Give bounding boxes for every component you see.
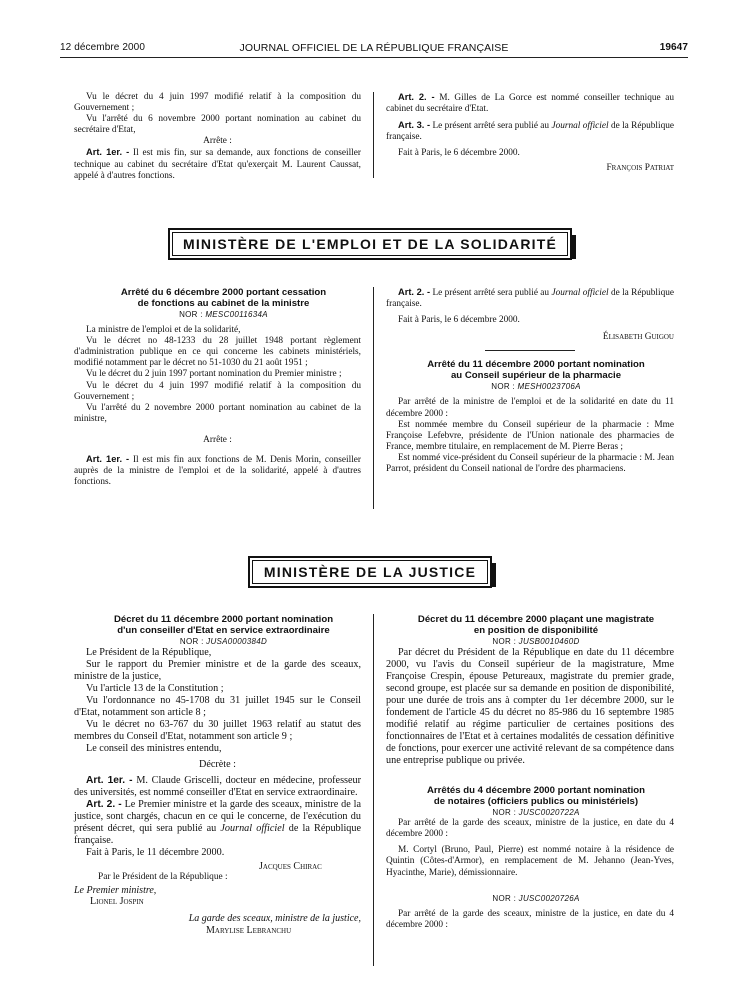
garde-label: La garde des sceaux, ministre de la justice, bbox=[188, 913, 361, 925]
paragraph: Est nommé vice-président du Conseil supérieur de la pharmacie : M. Jean Parrot, président du Conseil national de l'ordre des pharmaciens. bbox=[386, 452, 674, 475]
signature: Marylise Lebranchu bbox=[206, 924, 292, 936]
nor-code: JUSA0000384D bbox=[206, 637, 268, 646]
column-divider bbox=[373, 614, 374, 966]
nor-reference bbox=[386, 807, 674, 818]
decree-title: au Conseil supérieur de la pharmacie bbox=[450, 370, 622, 382]
ministry-title: MINISTÈRE DE LA JUSTICE bbox=[252, 560, 488, 584]
article-label: Art. 1er. - bbox=[86, 147, 130, 158]
par-president: Par le Président de la République : bbox=[98, 872, 228, 883]
nor-reference bbox=[386, 893, 674, 904]
article-label: Art. 2. - bbox=[86, 799, 122, 811]
header-date: 12 décembre 2000 bbox=[60, 42, 145, 53]
column-divider bbox=[373, 92, 374, 178]
nor-code: JUSB0010460D bbox=[518, 637, 580, 646]
journal-title: JOURNAL OFFICIEL DE LA RÉPUBLIQUE FRANÇAISE bbox=[239, 42, 509, 54]
paragraph: Par arrêté de la garde des sceaux, ministre de la justice, en date du 4 décembre 2000 : bbox=[386, 908, 674, 930]
top-right-column bbox=[386, 92, 674, 175]
paragraph: Vu l'article 13 de la Constitution ; bbox=[86, 683, 224, 695]
paragraph: Vu le décret no 63-767 du 30 juillet 1963 relatif au statut des membres du Conseil d'Etat, notamment son article 9 ; bbox=[74, 719, 361, 743]
signature: Élisabeth Guigou bbox=[602, 332, 674, 343]
emploi-left-column bbox=[74, 287, 361, 488]
nor-label: NOR : bbox=[492, 893, 517, 903]
article-text: Le présent arrêté sera publié au bbox=[432, 288, 550, 298]
paragraph: Le conseil des ministres entendu, bbox=[86, 743, 222, 755]
paragraph: La ministre de l'emploi et de la solidarité, bbox=[86, 325, 241, 336]
decree-title: Arrêté du 11 décembre 2000 portant nomination bbox=[427, 359, 645, 371]
arrete-label: Arrête : bbox=[203, 136, 232, 147]
spacer bbox=[386, 767, 674, 785]
paragraph: Par arrêté de la garde des sceaux, ministre de la justice, en date du 4 décembre 2000 : bbox=[386, 818, 674, 840]
article-label: Art. 3. - bbox=[398, 120, 431, 131]
ministry-banner-justice bbox=[248, 556, 492, 588]
decree-title: Décret du 11 décembre 2000 plaçant une magistrate bbox=[417, 614, 655, 625]
paragraph: Vu l'arrêté du 2 novembre 2000 portant nomination au cabinet de la ministre, bbox=[74, 402, 361, 424]
fait-line: Fait à Paris, le 11 décembre 2000. bbox=[86, 847, 225, 859]
emploi-right-column bbox=[386, 287, 674, 475]
nor-reference bbox=[386, 381, 674, 392]
signature: François Patriat bbox=[606, 163, 674, 174]
signature: Jacques Chirac bbox=[259, 861, 322, 873]
article-text: de la République française. bbox=[74, 823, 361, 847]
article-text: Le Premier ministre et la garde des sceaux, ministre de la justice, sont chargés, chacun en ce qui le concerne, de l'exécution du présent décret, qui sera publié au bbox=[74, 799, 361, 835]
article-text: M. Claude Griscelli, docteur en médecine, professeur des universités, est nommé conseiller d'Etat en service extraordinaire. bbox=[74, 775, 362, 799]
article-label: Art. 1er. - bbox=[86, 454, 130, 465]
paragraph: Par arrêté de la ministre de l'emploi et de la solidarité en date du 11 décembre 2000 : bbox=[386, 397, 674, 419]
nor-label: NOR : bbox=[179, 637, 204, 646]
decree-title: en position de disponibilité bbox=[473, 625, 599, 636]
paragraph: M. Cortyl (Bruno, Paul, Pierre) est nommé notaire à la résidence de Quintin (Côtes-d'Armor), en remplacement de M. Jehanno (Jean-Yves, Hyacinthe, Marie), démissionnaire. bbox=[386, 845, 674, 878]
article-text: Le présent arrêté sera publié au bbox=[432, 121, 550, 132]
decree-title: de notaires (officiers publics ou ministériels) bbox=[433, 796, 639, 808]
decree-title: d'un conseiller d'Etat en service extraordinaire bbox=[117, 625, 330, 636]
article-label: Art. 2. - bbox=[398, 92, 435, 102]
decree-title: Arrêtés du 4 décembre 2000 portant nomination bbox=[426, 785, 646, 797]
nor-label: NOR : bbox=[492, 808, 517, 818]
article-text: de la République française. bbox=[386, 121, 675, 143]
journal-name: Journal officiel bbox=[220, 823, 285, 835]
header-rule bbox=[60, 57, 688, 58]
paragraph: Vu l'ordonnance no 45-1708 du 31 juillet 1945 sur le Conseil d'Etat, notamment son article 8 ; bbox=[74, 695, 361, 719]
paragraph: Sur le rapport du Premier ministre et de la garde des sceaux, ministre de la justice, bbox=[74, 659, 361, 683]
article-text: M. Gilles de La Gorce est nommé conseiller technique au cabinet du secrétaire d'Etat. bbox=[386, 93, 674, 115]
nor-code: JUSC0020722A bbox=[518, 808, 580, 818]
ministry-title: MINISTÈRE DE L'EMPLOI ET DE LA SOLIDARITÉ bbox=[172, 232, 568, 256]
column-divider bbox=[373, 287, 374, 509]
arrete-label: Arrête : bbox=[203, 434, 232, 445]
paragraph: Vu le décret no 48-1233 du 28 juillet 1948 portant règlement d'administration publique en ce qui concerne les cabinets ministériels, modifié notamment par le décret no 51-1030 du 21 août 1951 ; bbox=[74, 336, 361, 369]
signature: Lionel Jospin bbox=[90, 896, 144, 908]
separator-rule bbox=[485, 350, 575, 351]
article-text: Il est mis fin aux fonctions de M. Denis Morin, conseiller auprès de la ministre de l'emploi et de la solidarité, appelé à d'autres fonctions. bbox=[74, 455, 362, 488]
paragraph: Vu le décret du 4 juin 1997 modifié relatif à la composition du Gouvernement ; bbox=[74, 380, 361, 402]
nor-code: MESC0011634A bbox=[205, 310, 268, 319]
nor-reference bbox=[386, 636, 674, 647]
decree-body bbox=[74, 647, 361, 859]
paragraph: Vu le décret du 2 juin 1997 portant nomination du Premier ministre ; bbox=[86, 369, 342, 380]
article-label: Art. 1er. - bbox=[86, 775, 133, 787]
article-label: Art. 2. - bbox=[398, 287, 431, 297]
paragraph: Le Président de la République, bbox=[86, 647, 212, 659]
paragraph: Vu l'arrêté du 6 novembre 2000 portant nomination au cabinet du secrétaire d'Etat, bbox=[74, 114, 361, 136]
nor-label: NOR : bbox=[492, 637, 517, 646]
article-text: de la République française. bbox=[386, 288, 675, 310]
premier-ministre-label: Le Premier ministre, bbox=[74, 885, 157, 897]
decree-title: de fonctions au cabinet de la ministre bbox=[137, 298, 310, 309]
nor-code: JUSC0020726A bbox=[518, 893, 580, 903]
journal-name: Journal officiel bbox=[551, 288, 609, 298]
nor-code: MESH0023706A bbox=[517, 382, 581, 392]
nor-reference bbox=[74, 636, 361, 647]
justice-right-column bbox=[386, 614, 674, 931]
nor-reference bbox=[74, 309, 361, 320]
ministry-banner-emploi bbox=[168, 228, 572, 260]
fait-line: Fait à Paris, le 6 décembre 2000. bbox=[398, 315, 520, 326]
top-left-column bbox=[74, 92, 361, 182]
fait-line: Fait à Paris, le 6 décembre 2000. bbox=[398, 148, 520, 159]
decree-title: Arrêté du 6 décembre 2000 portant cessation bbox=[120, 287, 327, 298]
justice-left-column bbox=[74, 614, 361, 936]
decrete-label: Décrète : bbox=[198, 759, 237, 771]
article-text: Il est mis fin, sur sa demande, aux fonctions de conseiller technique au cabinet du secrétaire d'Etat qu'exerçait M. Laurent Caussat, appelé à d'autres fonctions. bbox=[74, 148, 361, 181]
paragraph: Est nommée membre du Conseil supérieur de la pharmacie : Mme Françoise Lefebvre, présidente de l'Union nationale des pharmacies de France, membre titulaire, en remplacement de M. Pierre Beras ; bbox=[386, 419, 674, 452]
decree-title: Décret du 11 décembre 2000 portant nomination bbox=[113, 614, 334, 625]
nor-label: NOR : bbox=[491, 382, 515, 392]
journal-name: Journal officiel bbox=[551, 121, 609, 132]
paragraph: Vu le décret du 4 juin 1997 modifié relatif à la composition du Gouvernement ; bbox=[74, 92, 361, 114]
page-number: 19647 bbox=[659, 42, 688, 53]
nor-label: NOR : bbox=[179, 310, 203, 319]
paragraph: Par décret du Président de la République en date du 11 décembre 2000, vu l'avis du Conseil supérieur de la magistrature, Mme Françoise Crespin, épouse Petureaux, magistrate du premier grade, second groupe, est placée sur sa demande en position de disponibilité, pour une durée de trois ans à compter du 1er décembre 2000, sur le fondement de l'article 45 du décret no 85-986 du 16 septembre 1985 modifié relatif au régime particulier de certaines positions des fonctionnaires de l'Etat et à certaines modalités de cessation définitive de fonctions, pour exercer une activité relevant de sa compétence dans une entreprise publique ou privée. bbox=[386, 647, 674, 767]
